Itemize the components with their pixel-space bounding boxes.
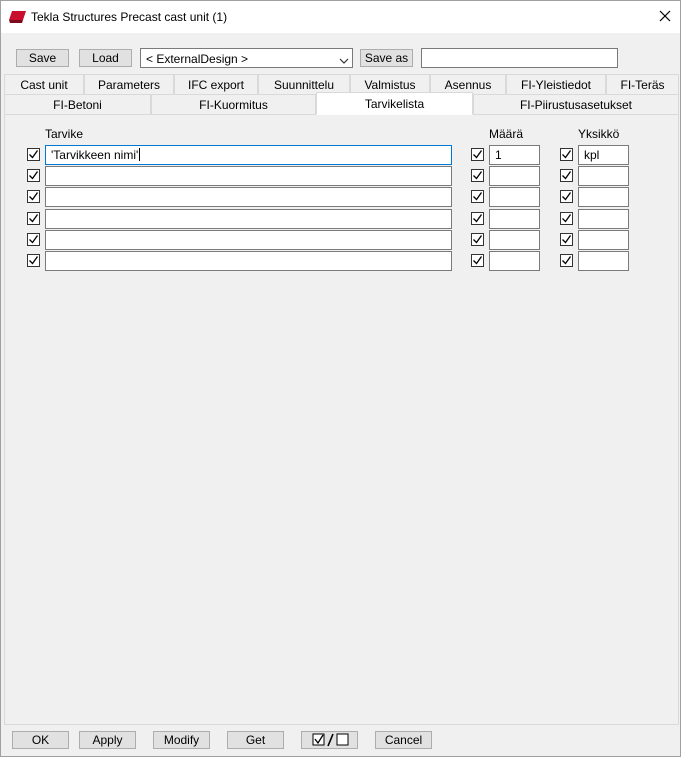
- quantity-input[interactable]: [489, 209, 540, 229]
- close-button[interactable]: [650, 1, 680, 33]
- column-header-unit: Yksikkö: [578, 127, 620, 141]
- tekla-logo-icon: [9, 10, 27, 24]
- chevron-down-icon: [339, 54, 349, 62]
- apply-button[interactable]: Apply: [79, 731, 136, 749]
- column-header-item: Tarvike: [45, 127, 84, 141]
- modify-button[interactable]: Modify: [153, 731, 210, 749]
- quantity-checkbox[interactable]: [471, 169, 484, 182]
- quantity-input[interactable]: [489, 230, 540, 250]
- tab-valmistus[interactable]: Valmistus: [350, 74, 430, 94]
- text-caret: [139, 148, 140, 161]
- item-checkbox[interactable]: [27, 254, 40, 267]
- window-title: Tekla Structures Precast cast unit (1): [31, 10, 228, 24]
- save-as-button[interactable]: Save as: [360, 49, 413, 67]
- item-input[interactable]: [45, 209, 452, 229]
- tab-asennus[interactable]: Asennus: [430, 74, 506, 94]
- quantity-input[interactable]: 1: [489, 145, 540, 165]
- save-as-input[interactable]: [421, 48, 618, 68]
- quantity-input[interactable]: [489, 251, 540, 271]
- tab-parameters[interactable]: Parameters: [84, 74, 174, 94]
- unit-input[interactable]: kpl: [578, 145, 629, 165]
- preset-select[interactable]: [140, 48, 353, 68]
- toggle-all-button[interactable]: [301, 731, 358, 749]
- unit-checkbox[interactable]: [560, 169, 573, 182]
- tab-fi-teras[interactable]: FI-Teräs: [606, 74, 679, 94]
- close-icon: [659, 10, 671, 25]
- item-input[interactable]: 'Tarvikkeen nimi': [45, 145, 452, 165]
- quantity-checkbox[interactable]: [471, 254, 484, 267]
- footer-bar: [1, 725, 680, 757]
- unit-checkbox[interactable]: [560, 212, 573, 225]
- item-input[interactable]: [45, 251, 452, 271]
- unit-input[interactable]: [578, 230, 629, 250]
- tab-panel-tarvikelista: [4, 114, 679, 725]
- item-checkbox[interactable]: [27, 169, 40, 182]
- quantity-input[interactable]: [489, 166, 540, 186]
- quantity-input[interactable]: [489, 187, 540, 207]
- tab-fi-yleistiedot[interactable]: FI-Yleistiedot: [506, 74, 606, 94]
- unit-input[interactable]: [578, 166, 629, 186]
- tab-tarvikelista[interactable]: Tarvikelista: [316, 92, 473, 115]
- quantity-checkbox[interactable]: [471, 148, 484, 161]
- check-toggle-icon: [310, 733, 350, 747]
- unit-checkbox[interactable]: [560, 190, 573, 203]
- tab-fi-betoni[interactable]: FI-Betoni: [4, 94, 151, 114]
- column-header-quantity: Määrä: [489, 127, 524, 141]
- tab-fi-piirustusasetukset[interactable]: FI-Piirustusasetukset: [473, 94, 679, 114]
- unit-checkbox[interactable]: [560, 233, 573, 246]
- quantity-checkbox[interactable]: [471, 212, 484, 225]
- title-bar: [1, 1, 680, 33]
- quantity-checkbox[interactable]: [471, 190, 484, 203]
- item-checkbox[interactable]: [27, 190, 40, 203]
- item-input[interactable]: [45, 230, 452, 250]
- load-button[interactable]: Load: [79, 49, 132, 67]
- unit-input[interactable]: [578, 187, 629, 207]
- tab-fi-kuormitus[interactable]: FI-Kuormitus: [151, 94, 316, 114]
- item-checkbox[interactable]: [27, 233, 40, 246]
- tab-ifc-export[interactable]: IFC export: [174, 74, 258, 94]
- unit-checkbox[interactable]: [560, 148, 573, 161]
- preset-value: < ExternalDesign >: [146, 52, 249, 66]
- item-input[interactable]: [45, 187, 452, 207]
- item-checkbox[interactable]: [27, 212, 40, 225]
- quantity-checkbox[interactable]: [471, 233, 484, 246]
- unit-input[interactable]: [578, 251, 629, 271]
- tab-suunnittelu[interactable]: Suunnittelu: [258, 74, 350, 94]
- tab-cast-unit[interactable]: Cast unit: [4, 74, 84, 94]
- unit-checkbox[interactable]: [560, 254, 573, 267]
- ok-button[interactable]: OK: [12, 731, 69, 749]
- item-checkbox[interactable]: [27, 148, 40, 161]
- cancel-button[interactable]: Cancel: [375, 731, 432, 749]
- save-button[interactable]: Save: [16, 49, 69, 67]
- get-button[interactable]: Get: [227, 731, 284, 749]
- unit-input[interactable]: [578, 209, 629, 229]
- item-input[interactable]: [45, 166, 452, 186]
